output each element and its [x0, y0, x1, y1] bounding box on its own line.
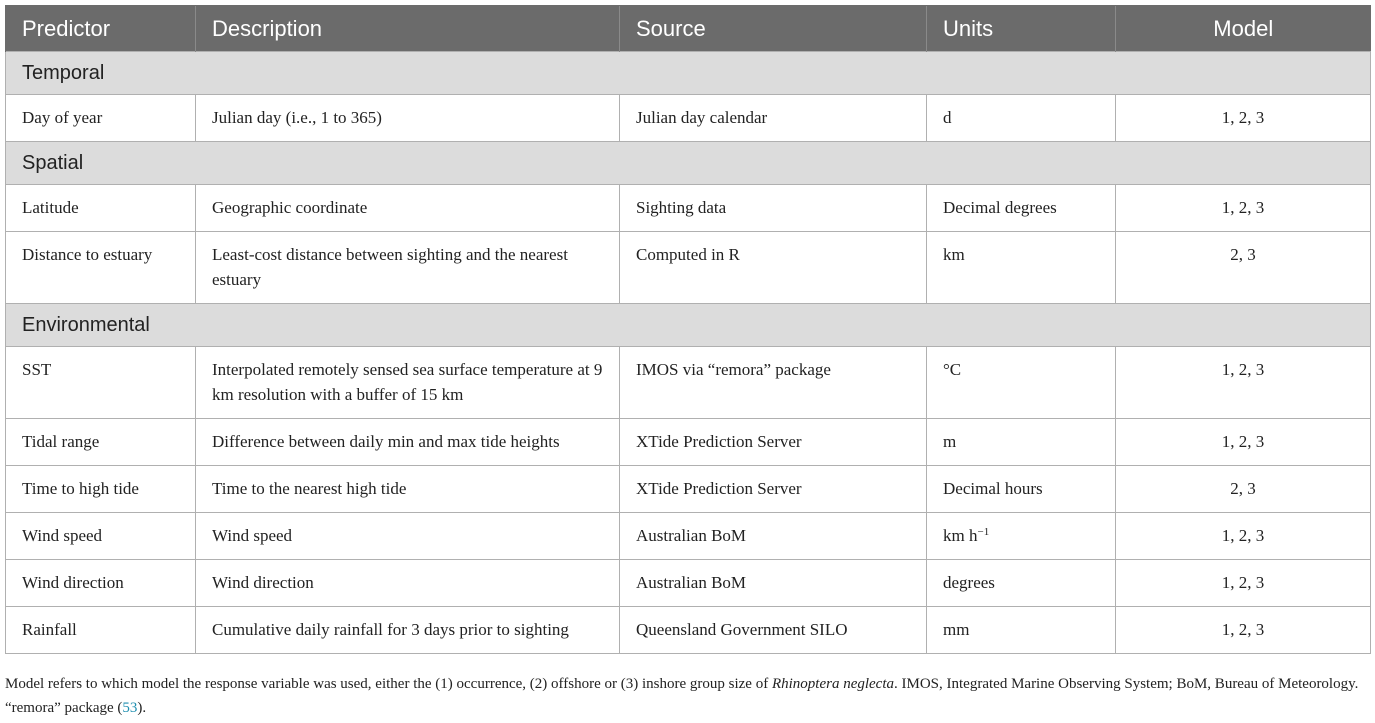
cell-description: Wind direction	[196, 560, 620, 607]
units-text: Decimal hours	[943, 479, 1043, 498]
cell-source: IMOS via “remora” package	[620, 347, 927, 419]
table-footnote	[5, 672, 1370, 720]
footnote-species: Rhinoptera neglecta	[771, 676, 895, 692]
units-text: d	[943, 108, 952, 127]
cell-source: Computed in R	[620, 232, 927, 304]
cell-model: 2, 3	[1116, 232, 1371, 304]
units-superscript: −1	[977, 526, 990, 538]
group-row	[6, 142, 1371, 185]
cell-description: Least-cost distance between sighting and the nearest estuary	[196, 232, 620, 304]
cell-predictor: Day of year	[6, 95, 196, 142]
cell-description: Geographic coordinate	[196, 185, 620, 232]
cell-model: 1, 2, 3	[1116, 95, 1371, 142]
table-row	[6, 95, 1371, 142]
cell-model: 1, 2, 3	[1116, 419, 1371, 466]
footnote-reference-link[interactable]: 53	[122, 700, 138, 716]
cell-units	[927, 232, 1116, 304]
predictor-table	[5, 5, 1371, 654]
cell-units	[927, 185, 1116, 232]
group-row	[6, 304, 1371, 347]
cell-model: 2, 3	[1116, 466, 1371, 513]
table-row	[6, 185, 1371, 232]
cell-units	[927, 466, 1116, 513]
header-model: Model	[1116, 6, 1371, 52]
cell-description: Difference between daily min and max tide heights	[196, 419, 620, 466]
header-row	[6, 6, 1371, 52]
table-body	[6, 52, 1371, 654]
cell-source: Australian BoM	[620, 513, 927, 560]
cell-source: XTide Prediction Server	[620, 419, 927, 466]
cell-predictor: Latitude	[6, 185, 196, 232]
cell-description: Interpolated remotely sensed sea surface temperature at 9 km resolution with a buffer of 15 km	[196, 347, 620, 419]
table-row	[6, 560, 1371, 607]
header-description: Description	[196, 6, 620, 52]
units-text: km	[943, 245, 965, 264]
cell-predictor: SST	[6, 347, 196, 419]
cell-model: 1, 2, 3	[1116, 185, 1371, 232]
cell-units	[927, 347, 1116, 419]
cell-model: 1, 2, 3	[1116, 513, 1371, 560]
table-row	[6, 466, 1371, 513]
units-text: degrees	[943, 573, 995, 592]
cell-units	[927, 560, 1116, 607]
cell-source: Sighting data	[620, 185, 927, 232]
units-text: mm	[943, 620, 970, 639]
table-container	[5, 5, 1370, 654]
cell-predictor: Wind direction	[6, 560, 196, 607]
units-text: Decimal degrees	[943, 198, 1057, 217]
cell-source: Julian day calendar	[620, 95, 927, 142]
table-row	[6, 607, 1371, 654]
header-source: Source	[620, 6, 927, 52]
cell-units	[927, 95, 1116, 142]
group-label: Spatial	[6, 142, 1371, 185]
cell-units	[927, 513, 1116, 560]
table-row	[6, 513, 1371, 560]
table-row	[6, 347, 1371, 419]
cell-model: 1, 2, 3	[1116, 347, 1371, 419]
cell-predictor: Rainfall	[6, 607, 196, 654]
cell-predictor: Time to high tide	[6, 466, 196, 513]
table-row	[6, 232, 1371, 304]
footnote-text-3: ).	[137, 700, 147, 716]
cell-source: XTide Prediction Server	[620, 466, 927, 513]
cell-predictor: Wind speed	[6, 513, 196, 560]
cell-description: Wind speed	[196, 513, 620, 560]
cell-description: Julian day (i.e., 1 to 365)	[196, 95, 620, 142]
footnote-text-1: Model refers to which model the response variable was used, either the (1) occurrence, (2) offshore or (3) inshore group size of	[5, 676, 772, 692]
group-label: Environmental	[6, 304, 1371, 347]
table-row	[6, 419, 1371, 466]
header-predictor: Predictor	[6, 6, 196, 52]
footnote-text-2: . IMOS, Integrated Marine Observing System; BoM, Bureau of Meteorology. “remora” package (	[5, 676, 1359, 716]
units-text: °C	[943, 360, 962, 379]
group-row	[6, 52, 1371, 95]
cell-units	[927, 419, 1116, 466]
cell-description: Time to the nearest high tide	[196, 466, 620, 513]
cell-description: Cumulative daily rainfall for 3 days prior to sighting	[196, 607, 620, 654]
cell-source: Australian BoM	[620, 560, 927, 607]
cell-predictor: Tidal range	[6, 419, 196, 466]
cell-units	[927, 607, 1116, 654]
units-text: m	[943, 432, 957, 451]
cell-model: 1, 2, 3	[1116, 560, 1371, 607]
header-units: Units	[927, 6, 1116, 52]
cell-source: Queensland Government SILO	[620, 607, 927, 654]
cell-model: 1, 2, 3	[1116, 607, 1371, 654]
cell-predictor: Distance to estuary	[6, 232, 196, 304]
group-label: Temporal	[6, 52, 1371, 95]
units-text: km h	[943, 526, 978, 545]
